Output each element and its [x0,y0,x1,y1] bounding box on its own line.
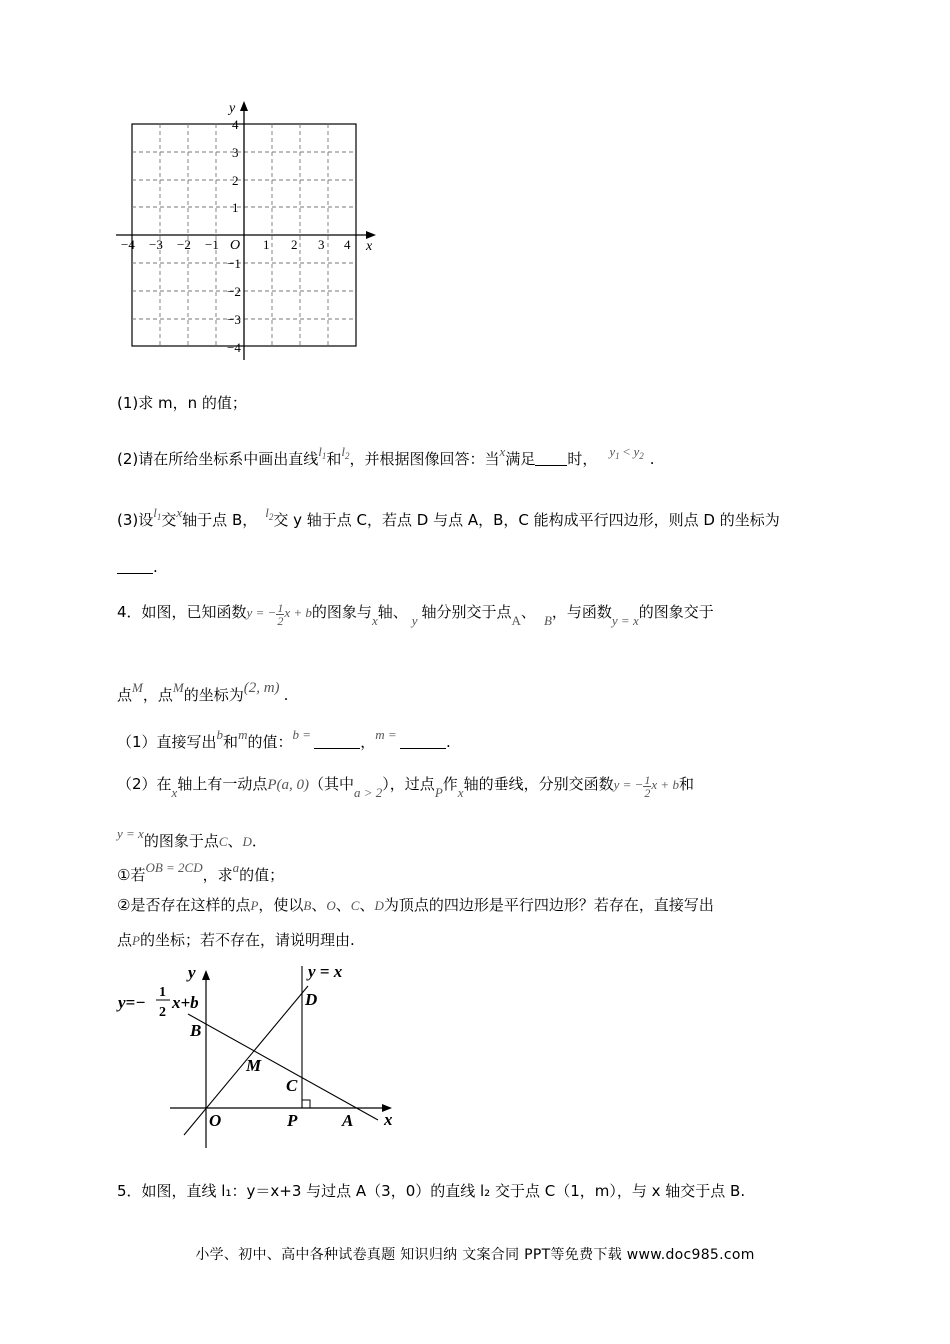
y-tick-label: −4 [227,340,241,355]
text: 4．如图，已知函数 [117,603,247,621]
math-P: P [434,785,443,800]
text: ，与函数 [551,603,612,621]
q3-part3-answer [117,556,158,578]
text: ，使以 [258,896,304,914]
math-x: x [457,785,464,800]
function-graph-figure [112,958,412,1153]
math-l1: $l_1$ [153,505,162,522]
text: 作 [442,775,458,793]
y-tick-label: −3 [227,312,241,327]
q3-part2 [117,441,655,470]
text: 、 [520,603,536,621]
y-tick-label: −2 [227,284,241,299]
text: ， [360,733,376,751]
x-tick-label: 2 [291,237,298,252]
b-answer-blank[interactable] [314,734,360,749]
text: ． [251,832,267,850]
answer-blank[interactable] [117,559,153,574]
math-A: A [511,613,521,628]
q3-part3 [117,502,780,531]
text: 、 [227,832,243,850]
text: 点 [117,686,133,704]
math-y: y [411,613,418,628]
math-P: P [250,898,259,913]
math-func1: y = − $\frac{1}{2}$ x + b [246,600,312,628]
text: （2）在 [117,775,172,793]
answer-blank[interactable] [535,451,567,466]
q4-case2-cont [117,929,355,952]
text: 交 [161,511,177,529]
text: (3)设 [117,511,154,529]
text: 轴于点 B， [182,511,258,529]
text: ，点 [142,686,173,704]
text: 满足 [505,450,536,468]
q4-sub2-cont [117,823,267,853]
x-axis-label: x [384,1110,393,1129]
text: (2)请在所给坐标系中画出直线 [117,450,319,468]
point-B-label: B [190,1021,202,1040]
math-l2: $l_2$ [265,505,274,522]
math-C: C [218,834,228,849]
math-x: x [176,505,183,520]
q4-sub2 [117,773,694,804]
y-tick-label: −1 [227,256,241,271]
y-tick-label: 1 [232,200,239,215]
q3-part1-text: (1)求 m，n 的值； [117,394,247,412]
text: （1）直接写出 [117,733,217,751]
text: ，并根据图像回答：当 [349,450,500,468]
x-tick-label: −2 [177,237,191,252]
math-O: O [326,898,336,913]
math-OB-2CD: OB = 2CD [145,860,203,875]
text: 、 [335,896,351,914]
y-axis-label: y [188,963,196,982]
line-label-y-equals-x: y = x [308,962,343,981]
text: 和 [223,733,239,751]
x-tick-label: −3 [149,237,163,252]
math-B: B [543,613,552,628]
x-axis-label: x [366,239,373,254]
text: 点 [117,931,133,949]
text: 、 [311,896,327,914]
math-a: a [232,860,240,875]
q3-part1 [117,392,247,414]
math-P: P [132,933,140,948]
text: ②是否存在这样的点 [117,896,251,914]
q4-case1 [117,857,284,886]
q4-intro [117,601,714,632]
math-P-def: P(a, 0) [267,777,309,793]
text: 的坐标为 [183,686,244,704]
text: （其中 [309,775,355,793]
math-B: B [303,898,312,913]
page-footer [0,1244,950,1264]
m-answer-blank[interactable] [400,734,446,749]
y-axis-label: y [229,101,236,116]
q5-text: 5．如图，直线 l₁：y＝x+3 与过点 A（3，0）的直线 l₂ 交于点 C（1，m），与 x 轴交于点 B. [117,1182,746,1200]
text: ），过点 [382,775,435,793]
text: 时， [567,450,598,468]
y-tick-label: 4 [232,117,239,132]
text: ①若 [117,866,146,884]
math-m: m [238,727,248,742]
text: 轴、 [377,603,408,621]
point-A-label: A [342,1111,354,1130]
text: . [283,686,289,704]
text: 轴的垂线，分别交函数 [463,775,614,793]
x-tick-label: 3 [318,237,325,252]
func-label-rhs: x+b [172,993,199,1012]
math-C: C [350,898,360,913]
math-func2: y = x [117,826,144,841]
point-P-label: P [287,1111,298,1130]
text: 交 y 轴于点 C，若点 D 与点 A，B，C 能构成平行四边形，则点 D 的坐标为 [273,511,780,529]
text: . [649,450,655,468]
text: . [445,733,451,751]
math-a-cond: a > 2 [354,785,383,800]
math-l2: $l_2$ [341,444,350,461]
text: 为顶点的四边形是平行四边形？若存在，直接写出 [383,896,714,914]
math-x: x [499,444,506,459]
text: 、 [359,896,375,914]
point-D-label: D [305,990,318,1009]
x-tick-label: −4 [121,237,135,252]
text: 的坐标；若不存在，请说明理由. [139,931,355,949]
text: 的值： [247,733,293,751]
math-func1: y = − $\frac{1}{2}$ x + b [613,772,679,800]
x-tick-label: 1 [263,237,270,252]
text: . [153,558,158,576]
text: 的图象于点 [143,832,219,850]
q4-case2 [117,894,714,917]
q5-intro [117,1180,745,1202]
q4-sub1 [117,724,451,753]
text: 的值； [239,866,285,884]
footer-text: 小学、初中、高中各种试卷真题 知识归纳 文案合同 PPT等免费下载 www.doc985.com [195,1247,755,1263]
func-label-half-den: 2 [159,1005,166,1020]
text: 和 [678,775,694,793]
point-C-label: C [286,1076,298,1095]
point-M-label: M [246,1056,262,1075]
point-O-label: O [209,1111,222,1130]
func-label-half-num: 1 [159,985,166,1000]
math-M-coord: (2, m) [243,680,280,696]
y-tick-label: 2 [232,173,239,188]
math-b: b [216,727,224,742]
math-D: D [374,898,384,913]
y-tick-label: 3 [232,145,239,160]
text: 轴上有一动点 [177,775,268,793]
math-x: x [371,613,378,628]
x-tick-label: −1 [205,237,219,252]
math-M: M [172,680,184,695]
math-b-eq: b = [292,727,315,742]
text: 的图象与 [311,603,372,621]
math-x: x [171,785,178,800]
math-l1: $l_1$ [318,444,327,461]
line-y-neg-half-x-plus-b [188,1014,378,1120]
text: ，求 [202,866,233,884]
math-y1-lt-y2: $y_1 < y_2$ [609,444,644,461]
math-m-eq: m = [375,727,400,742]
text: 轴分别交于点 [421,603,512,621]
math-D: D [242,834,252,849]
text: 和 [326,450,342,468]
coordinate-grid-figure [110,95,390,370]
math-func2: y = x [611,613,639,628]
text: 的图象交于 [638,603,714,621]
x-tick-label: 4 [344,237,351,252]
q4-line2 [117,677,288,706]
origin-label: O [230,238,241,253]
func-label-lhs: y=− [118,993,146,1012]
math-M: M [132,680,143,695]
